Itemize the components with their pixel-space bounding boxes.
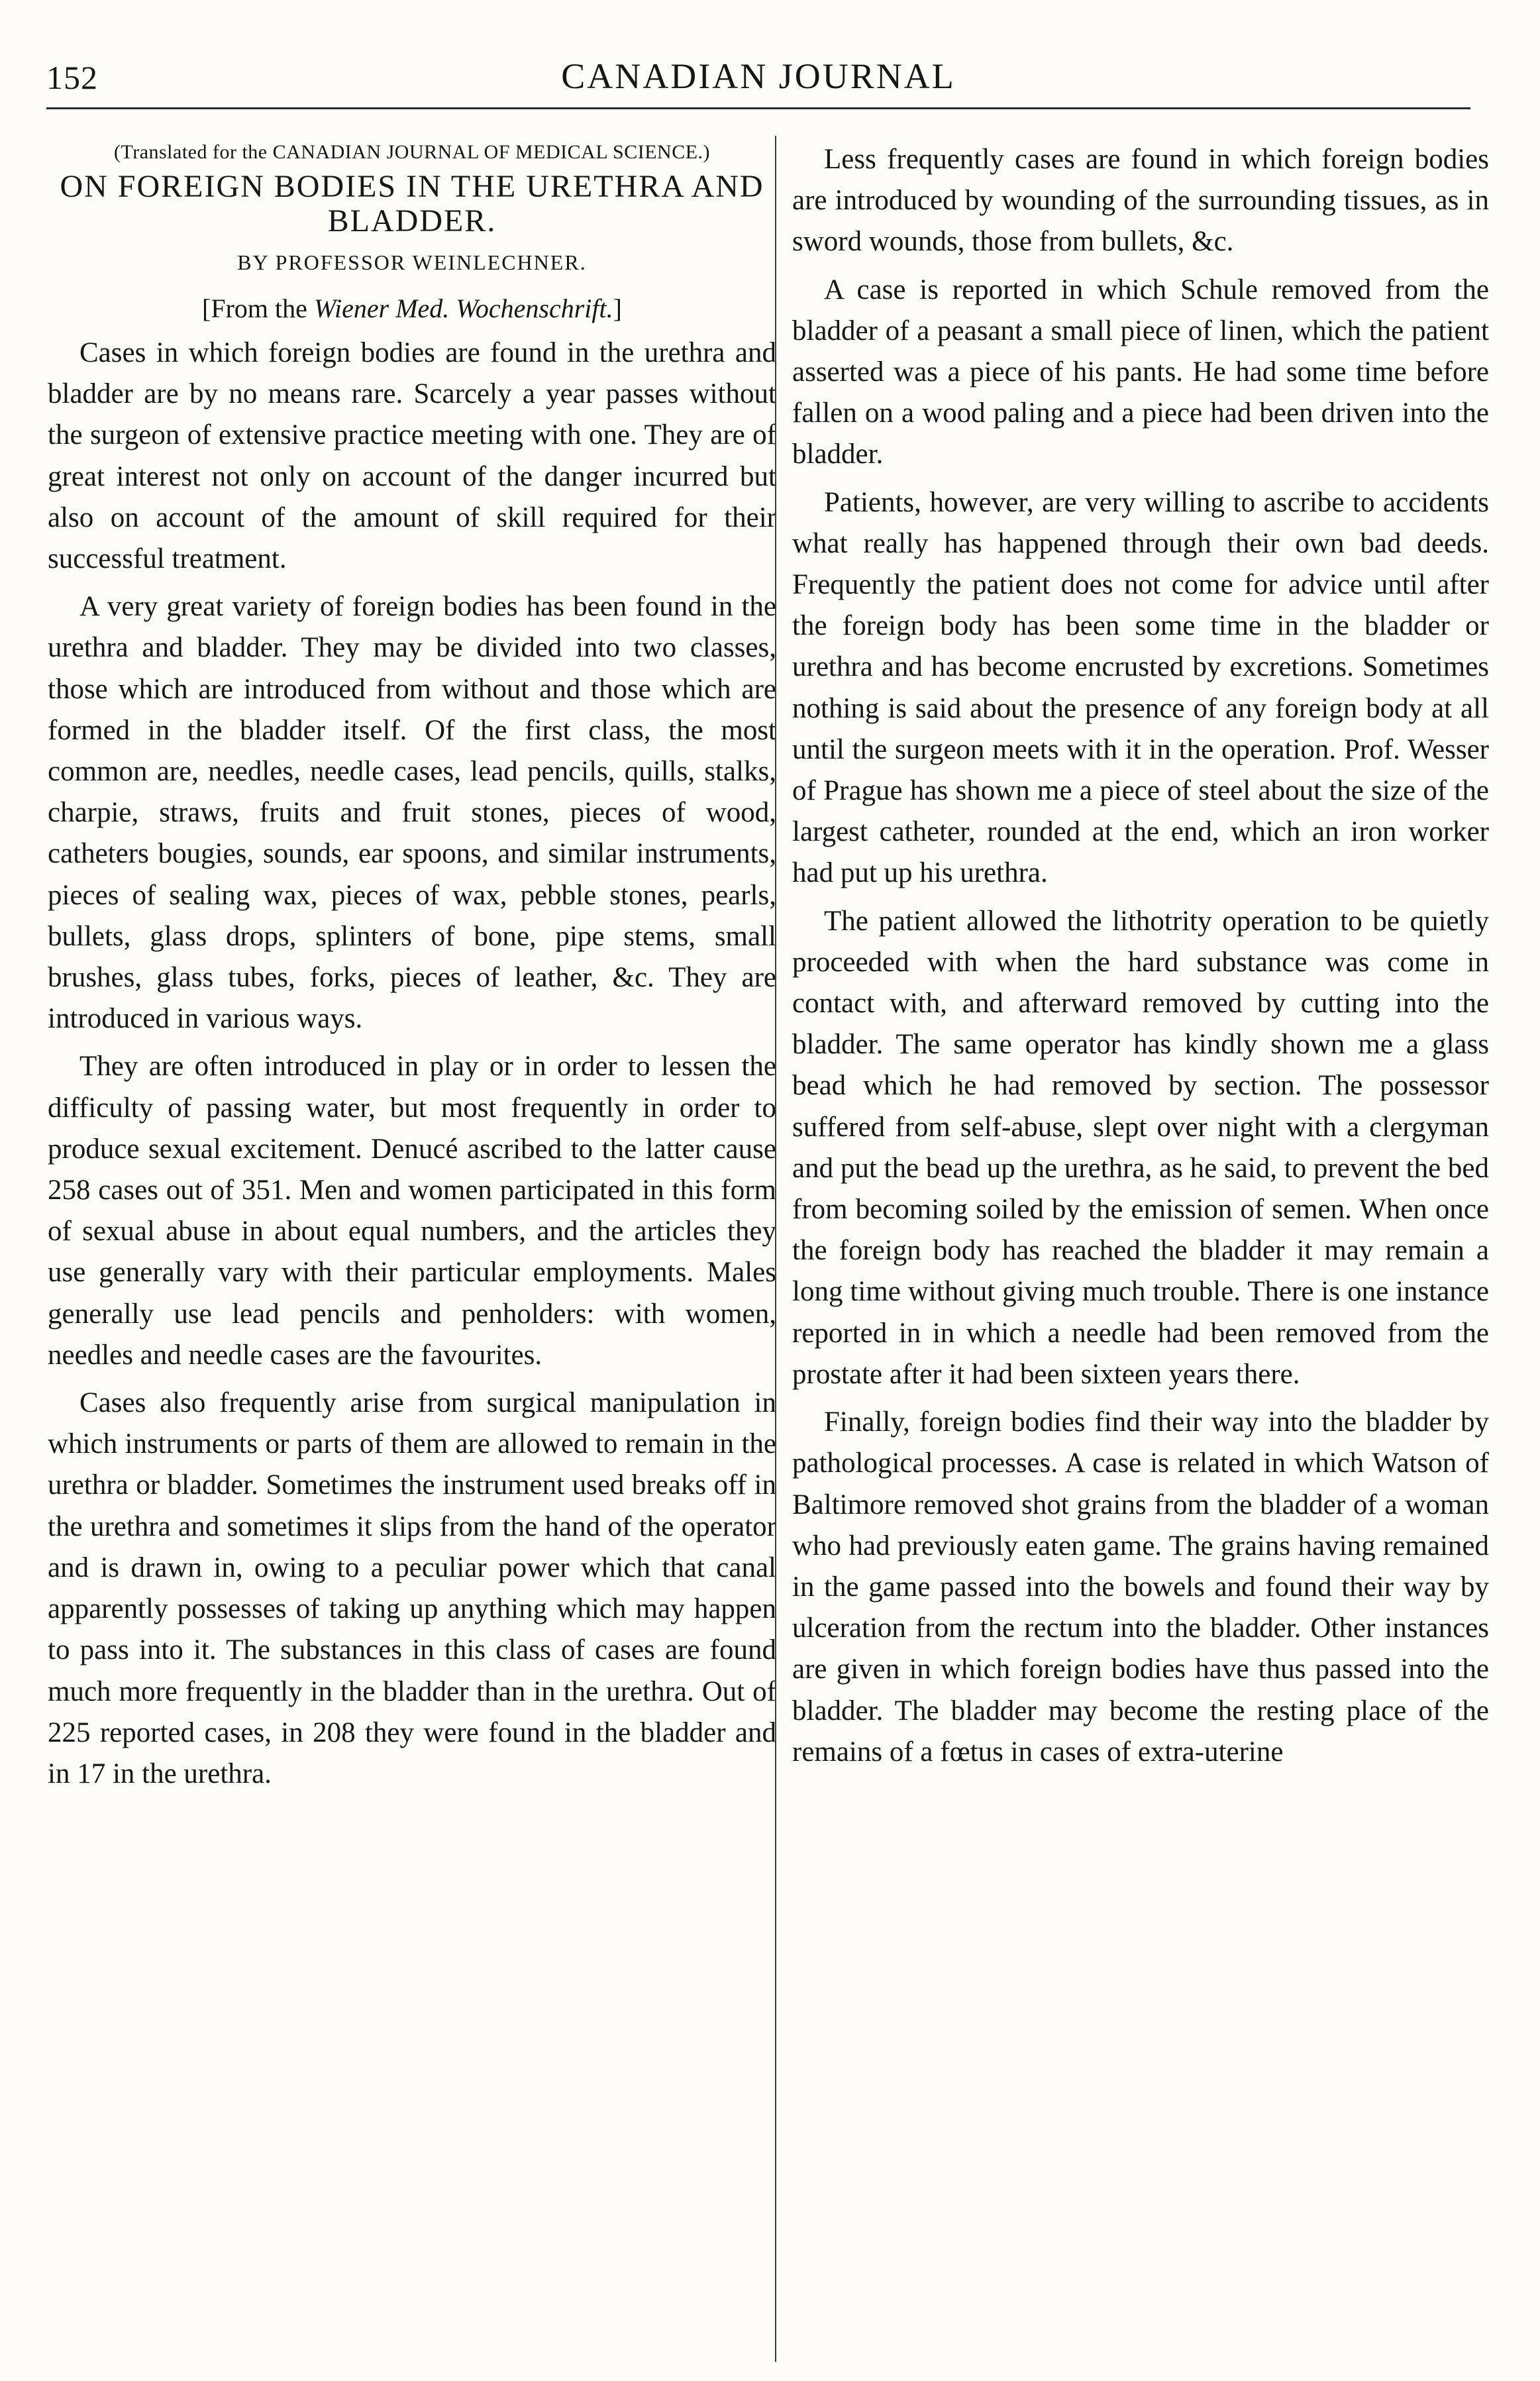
column-divider — [775, 136, 776, 2362]
article-author: BY PROFESSOR WEINLECHNER. — [237, 250, 587, 274]
page-number: 152 — [46, 59, 98, 96]
body-paragraph: Cases also frequently arise from surgical manipulation in which instruments or parts of them are allowed to remain in the urethra or bladder. Sometimes the instrument used breaks off in the urethra and sometimes it slips from the hand of the operator and is drawn in, owing to a peculiar power which that canal apparently possesses of taking up anything which may happen to pass into it. The substances in this class of cases are found much more frequently in the bladder than in the urethra. Out of 225 reported cases, in 208 they were found in the bladder and in 17 in the urethra. — [48, 1387, 776, 1789]
header-rule — [46, 107, 1470, 109]
source-prefix: [From the — [202, 293, 307, 323]
article-title: ON FOREIGN BODIES IN THE URETHRA AND BLADDER. — [60, 169, 764, 238]
journal-name: CANADIAN JOURNAL — [561, 56, 956, 96]
left-column — [48, 139, 776, 1801]
body-paragraph: Patients, however, are very willing to ascribe to accidents what really has happened through their own bad deeds. Frequently the patient does not come for advice until after the foreign body has been some time in the bladder or urethra and has become encrusted by excretions. Sometimes nothing is said about the presence of any foreign body at all until the surgeon meets with it in the operation. Prof. Wesser of Prague has shown me a piece of steel about the size of the largest catheter, rounded at the end, which an iron worker had put up his urethra. — [792, 486, 1489, 889]
running-head — [46, 52, 1470, 105]
source-journal: Wiener Med. Wochenschrift. — [313, 293, 613, 323]
body-paragraph: A case is reported in which Schule removed from the bladder of a peasant a small piece of linen, which the patient asserted was a piece of his pants. He had some time before fallen on a wood paling and a piece had been driven into the bladder. — [792, 274, 1489, 470]
body-paragraph: The patient allowed the lithotrity operation to be quietly proceeded with when the hard substance was come in contact with, and afterward removed by cutting into the bladder. The same operator has kindly shown me a glass bead which he had removed by section. The possessor suffered from self-abuse, slept over night with a clergyman and put the bead up the urethra, as he said, to prevent the bed from becoming soiled by the emission of semen. When once the foreign body has reached the bladder it may remain a long time without giving much trouble. There is one instance reported in in which a needle had been removed from the prostate after it had been sixteen years there. — [792, 905, 1489, 1390]
translation-note: (Translated for the CANADIAN JOURNAL OF MEDICAL SCIENCE.) — [113, 141, 711, 163]
body-paragraph: Cases in which foreign bodies are found in the urethra and bladder are by no means rare. Scarcely a year passes without the surgeon of extensive practice meeting with one. They are of great interest not only on account of the danger incurred but also on account of the amount of skill required for their successful treatment. — [48, 337, 776, 575]
article-source — [48, 290, 776, 327]
right-column — [792, 139, 1489, 1779]
source-suffix: ] — [613, 293, 622, 323]
body-paragraph: A very great variety of foreign bodies has been found in the urethra and bladder. They may be divided into two classes, those which are introduced from without and those which are formed in the bladder itself. Of the first class, the most common are, needles, needle cases, lead pencils, quills, stalks, charpie, straws, fruits and fruit stones, pieces of wood, catheters bougies, sounds, ear spoons, and similar instruments, pieces of sealing wax, pieces of wax, pebble stones, pearls, bullets, glass drops, splinters of bone, pipe stems, small brushes, glass tubes, forks, pieces of leather, &c. They are introduced in various ways. — [48, 591, 776, 1035]
body-paragraph: Finally, foreign bodies find their way into the bladder by pathological processes. A case is related in which Watson of Baltimore removed shot grains from the bladder of a woman who had previously eaten game. The grains having remained in the game passed into the bowels and found their way by ulceration from the rectum into the bladder. Other instances are given in which foreign bodies have thus passed into the bladder. The bladder may become the resting place of the remains of a fœtus in cases of extra-uterine — [792, 1406, 1489, 1768]
body-paragraph: Less frequently cases are found in which foreign bodies are introduced by wounding of the surrounding tissues, as in sword wounds, those from bullets, &c. — [792, 144, 1489, 258]
body-paragraph: They are often introduced in play or in order to lessen the difficulty of passing water, but most frequently in order to produce sexual excitement. Denucé ascribed to the latter cause 258 cases out of 351. Men and women participated in this form of sexual abuse in about equal numbers, and the articles they use generally vary with their particular employments. Males generally use lead pencils and penholders: with women, needles and needle cases are the favourites. — [48, 1051, 776, 1371]
